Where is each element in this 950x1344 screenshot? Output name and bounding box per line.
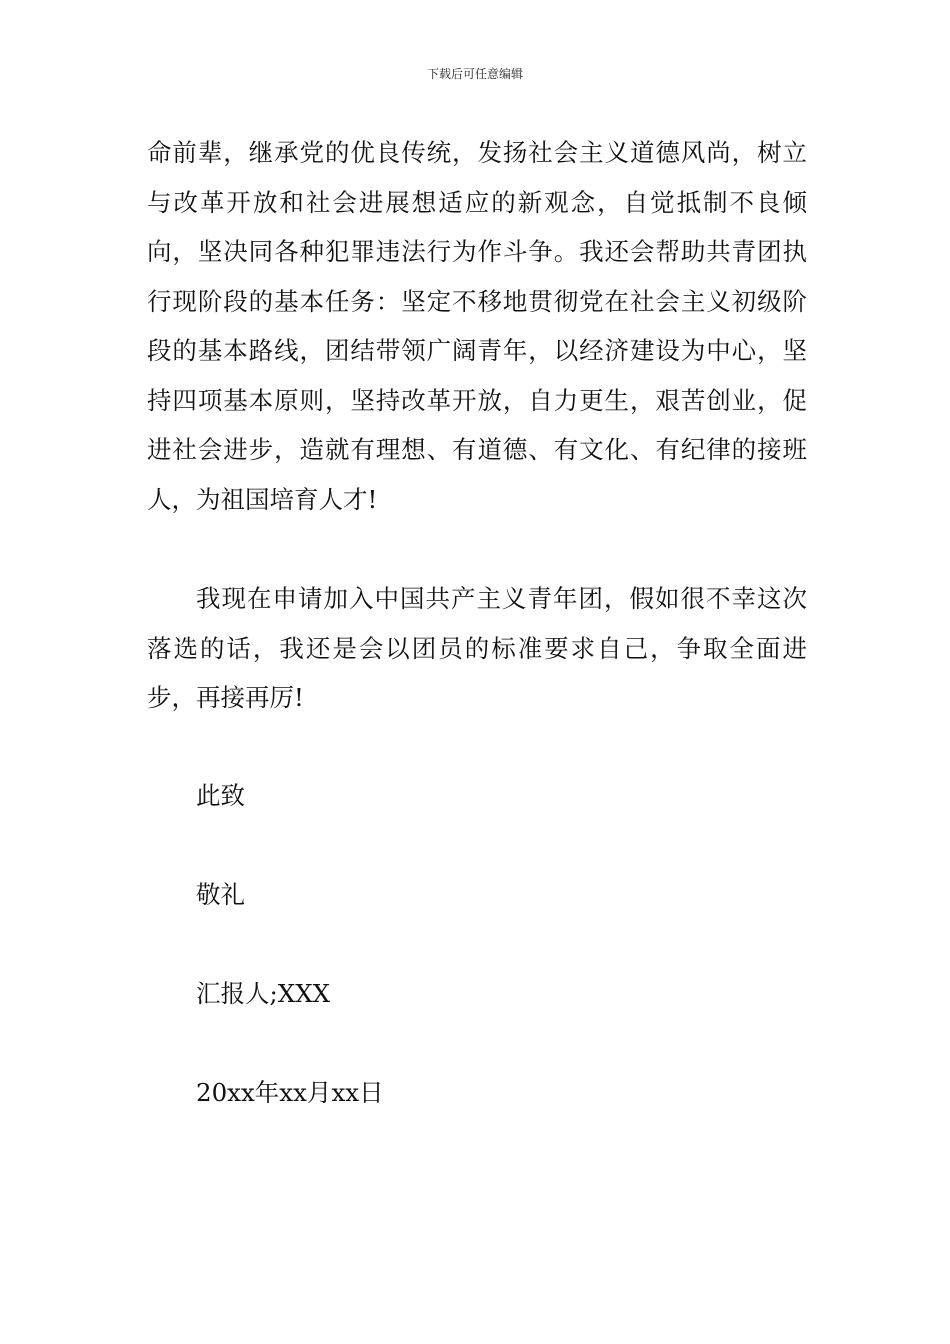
report-date: 20xx年xx月xx日 — [196, 1078, 384, 1107]
reporter-signature: 汇报人;XXX — [196, 979, 331, 1008]
body-paragraph-2: 我现在申请加入中国共产主义青年团，假如很不幸这次落选的话，我还是会以团员的标准要求自己，争取全面进步，再接再厉! — [147, 584, 807, 712]
closing-salutation: 此致 — [196, 781, 245, 810]
closing-regards: 敬礼 — [196, 880, 245, 909]
body-paragraph-1: 命前辈，继承党的优良传统，发扬社会主义道德风尚，树立与改革开放和社会进展想适应的新观念，自觉抵制不良倾向，坚决同各种犯罪违法行为作斗争。我还会帮助共青团执行现阶段的基本任务：坚定不移地贯彻党在社会主义初级阶段的基本路线，团结带领广阔青年，以经济建设为中心，坚持四项基本原则，坚持改革开放，自力更生，艰苦创业，促进社会进步，造就有理想、有道德、有文化、有纪律的接班人，为祖国培育人才! — [147, 138, 807, 514]
document-body — [147, 128, 807, 723]
paragraph-spacer — [147, 524, 807, 574]
page-header-note: 下载后可任意编辑 — [426, 67, 523, 81]
